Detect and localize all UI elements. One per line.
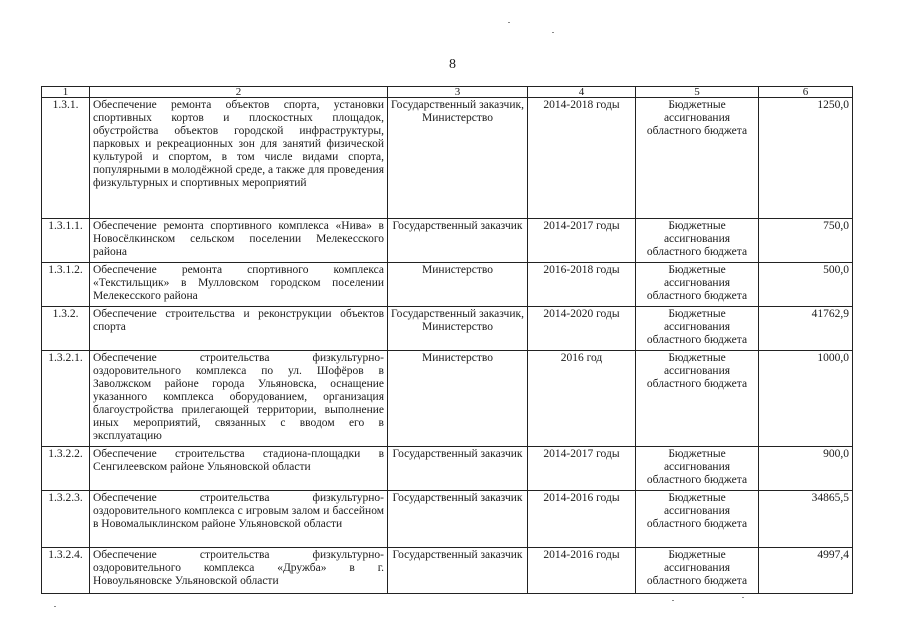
item-period: 2014-2016 годы: [528, 548, 636, 594]
item-period: 2016 год: [528, 351, 636, 447]
table-row: [42, 491, 853, 548]
item-customer: Государственный заказчик: [388, 219, 528, 263]
item-amount: 4997,4: [759, 548, 853, 594]
scan-speck: [508, 22, 510, 23]
item-amount: 500,0: [759, 263, 853, 307]
item-period: 2014-2017 годы: [528, 447, 636, 491]
item-amount: 1000,0: [759, 351, 853, 447]
table-row: [42, 219, 853, 263]
item-amount: 900,0: [759, 447, 853, 491]
table-row: [42, 98, 853, 219]
scan-speck: [552, 32, 554, 33]
item-customer: Государственный заказчик, Министерство: [388, 307, 528, 351]
item-period: 2016-2018 годы: [528, 263, 636, 307]
table-row: [42, 447, 853, 491]
item-source: Бюджетные ассигнования областного бюджета: [636, 491, 759, 548]
item-period: 2014-2017 годы: [528, 219, 636, 263]
column-header: 2: [90, 87, 388, 98]
item-number: 1.3.2.2.: [42, 447, 90, 491]
item-source: Бюджетные ассигнования областного бюджета: [636, 98, 759, 219]
item-source: Бюджетные ассигнования областного бюджета: [636, 447, 759, 491]
table-row: [42, 307, 853, 351]
item-period: 2014-2018 годы: [528, 98, 636, 219]
item-amount: 1250,0: [759, 98, 853, 219]
item-period: 2014-2016 годы: [528, 491, 636, 548]
table-row: [42, 548, 853, 594]
item-amount: 750,0: [759, 219, 853, 263]
item-number: 1.3.1.2.: [42, 263, 90, 307]
item-customer: Государственный заказчик: [388, 447, 528, 491]
scan-speck: [54, 606, 56, 607]
item-description: Обеспечение строительства и реконструкции объектов спорта: [90, 307, 388, 351]
item-customer: Министерство: [388, 263, 528, 307]
item-number: 1.3.2.4.: [42, 548, 90, 594]
item-customer: Министерство: [388, 351, 528, 447]
item-description: Обеспечение ремонта спортивного комплекса «Текстильщик» в Мулловском городском поселении Мелекесского района: [90, 263, 388, 307]
item-source: Бюджетные ассигнования областного бюджета: [636, 307, 759, 351]
item-number: 1.3.2.3.: [42, 491, 90, 548]
item-number: 1.3.2.: [42, 307, 90, 351]
item-description: Обеспечение строительства физкультурно-оздоровительного комплекса с игровым залом и бассейном в Новомалыклинском районе Ульяновской области: [90, 491, 388, 548]
item-description: Обеспечение строительства физкультурно-оздоровительного комплекса «Дружба» в г. Новоульяновске Ульяновской области: [90, 548, 388, 594]
column-header: 1: [42, 87, 90, 98]
item-description: Обеспечение ремонта спортивного комплекса «Нива» в Новосёлкинском сельском поселении Мелекесского района: [90, 219, 388, 263]
item-number: 1.3.1.: [42, 98, 90, 219]
item-number: 1.3.1.1.: [42, 219, 90, 263]
item-number: 1.3.2.1.: [42, 351, 90, 447]
column-header: 6: [759, 87, 853, 98]
table-row: [42, 351, 853, 447]
table-row: [42, 263, 853, 307]
item-source: Бюджетные ассигнования областного бюджета: [636, 219, 759, 263]
item-description: Обеспечение ремонта объектов спорта, установки спортивных кортов и плоскостных площадок, обустройства объектов городской инфраструктуры, парковых и рекреационных зон для занятий физической культурой и спортом, в том числе видами спорта, популярными в молодёжной среде, а также для проведения физкультурных и спортивных мероприятий: [90, 98, 388, 219]
header-row: [42, 87, 853, 98]
scan-speck: [742, 597, 744, 598]
measures-table: [41, 86, 853, 594]
item-amount: 34865,5: [759, 491, 853, 548]
item-source: Бюджетные ассигнования областного бюджета: [636, 351, 759, 447]
scan-speck: [672, 600, 674, 601]
item-customer: Государственный заказчик, Министерство: [388, 98, 528, 219]
item-description: Обеспечение строительства физкультурно-оздоровительного комплекса по ул. Шофёров в Заволжском районе города Ульяновска, оснащение указанного комплекса оборудованием, организация благоустройства прилегающей территории, выполнение иных мероприятий, связанных с вводом его в эксплуатацию: [90, 351, 388, 447]
item-period: 2014-2020 годы: [528, 307, 636, 351]
item-source: Бюджетные ассигнования областного бюджета: [636, 263, 759, 307]
page-number: 8: [449, 57, 456, 72]
column-header: 4: [528, 87, 636, 98]
item-source: Бюджетные ассигнования областного бюджета: [636, 548, 759, 594]
item-customer: Государственный заказчик: [388, 491, 528, 548]
item-amount: 41762,9: [759, 307, 853, 351]
item-customer: Государственный заказчик: [388, 548, 528, 594]
column-header: 5: [636, 87, 759, 98]
item-description: Обеспечение строительства стадиона-площадки в Сенгилеевском районе Ульяновской области: [90, 447, 388, 491]
column-header: 3: [388, 87, 528, 98]
